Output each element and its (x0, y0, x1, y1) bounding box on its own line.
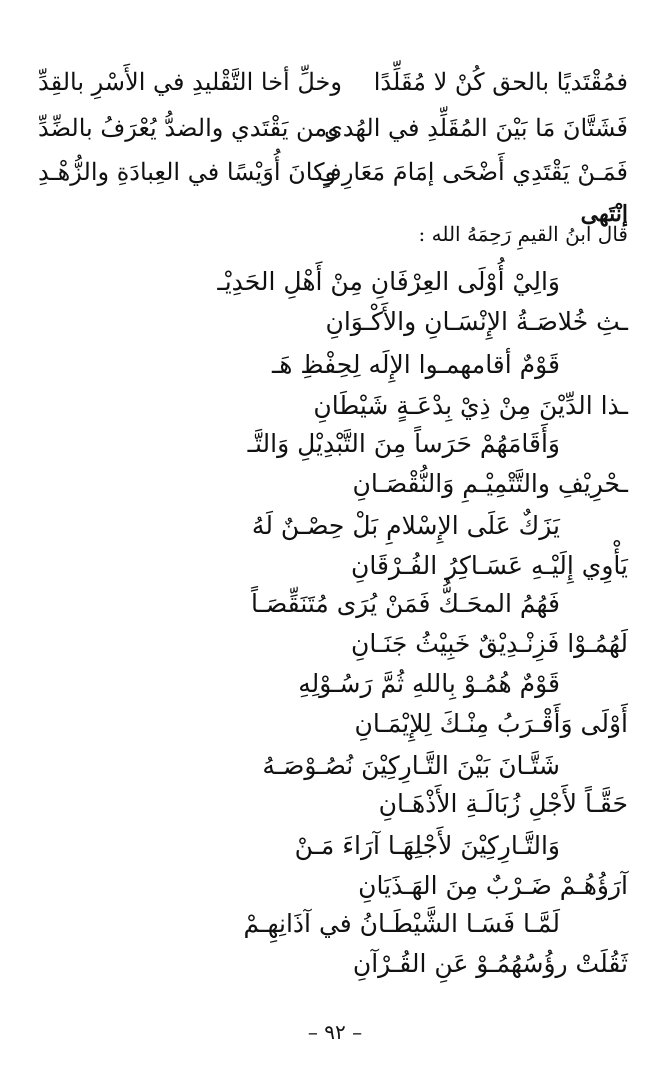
poem-line-16: آرَؤُهُـمْ ضَـرْبٌ مِنَ الهَـذَيَانِ (358, 871, 628, 900)
poem-line-3: قَوْمٌ أقامهمـوا الإِلَه لِحِفْظِ هَـ (271, 350, 560, 379)
couplet-1-first-hemistich: فمُقْتَديًا بالحق كُنْ لا مُقَلِّدًا (373, 68, 628, 96)
poem-line-11: قَوْمٌ هُمُـوْ بِاللهِ ثُمَّ رَسُـوْلِهِ (298, 669, 560, 698)
poem-line-2: ـثِ خُلاصَـةُ الإِنْسَـانِ والأَكْـوَانِ (325, 307, 628, 336)
poem-line-12: أَوْلَى وَأَقْـرَبُ مِنْـكَ لِلإِيْمَـانِ (354, 709, 628, 738)
poem-line-8: يَأْوِي إِلَيْـهِ عَسَـاكِرُ الفُـرْقَانِ (350, 551, 628, 580)
poem-line-9: فَهُمُ المحَـكُّ فَمَنْ يُرَى مُتَنَقِّصَـاً (251, 589, 560, 618)
poem-line-1: وَالِيْ أُوْلَى العِرْفَانِ مِنْ أَهْلِ الحَدِيْـ (217, 267, 560, 296)
poem-line-15: وَالتَّـارِكِيْنَ لأَجْلِهَـا آرَاءَ مَـنْ (294, 831, 560, 860)
poem-line-10: لَهُمُـوْا فَزِنْـدِيْقٌ خَبِيْثُ جَنَـانِ (351, 629, 628, 658)
poem-line-7: يَزَكٌ عَلَى الإِسْلامِ بَلْ حِصْـنٌ لَهُ (251, 511, 560, 540)
poem-line-13: شَتَّـانَ بَيْنَ التَّـارِكِيْنَ نُصُـوْصَـهُ (262, 751, 560, 780)
intro-line: قال ابنُ القيمِ رَحِمَهُ الله : (418, 222, 628, 246)
poem-line-18: ثَقُلَتْ رؤُسُهُمُـوْ عَنِ القُـرْآنِ (352, 949, 628, 978)
couplet-3 (38, 152, 628, 192)
poem-line-14: حَقَّـاً لأَجْلِ زُبَالَـةِ الأَذْهَـانِ (378, 789, 628, 818)
poem-line-5: وَأَقَامَهُمْ حَرَساً مِنَ التَّبْدِيْلِ وَالتَّـ (247, 429, 560, 458)
page-number: – ٩٢ – (307, 1020, 363, 1044)
poem-line-4: ـذا الدِّيْنَ مِنْ ذِيْ بِدْعَـةٍ شَيْطَانِ (313, 391, 628, 420)
couplet-3-first-hemistich: فَمَـنْ يَقْتَدِي أَضْحَى إمَامَ مَعَارِفٍ (316, 158, 628, 186)
couplet-2-second-hemistich: ومن يَقْتَدي والضدُّ يُعْرَفُ بالضِّدِّ (38, 114, 339, 142)
couplet-1 (38, 62, 628, 102)
end-note: إنْتَهى (580, 201, 628, 227)
poem-line-6: ـحْرِيْفِ والتَّتْمِيْـمِ وَالنُّقْصَـانِ (352, 469, 628, 498)
couplet-3-second-hemistich: وكانَ أُوَيْسًا في العِبادَةِ والزُّهْـدِ (38, 158, 337, 186)
poem-line-17: لَمَّـا فَسَـا الشَّيْطَـانُ في آذَانِهِـمْ (243, 909, 560, 938)
couplet-2 (38, 108, 628, 148)
couplet-1-second-hemistich: وخلِّ أخا التَّقْليدِ في الأَسْرِ بالقِدِّ (38, 68, 342, 96)
couplet-2-first-hemistich: فَشَتَّانَ مَا بَيْنَ المُقَلِّدِ في الهُدى (323, 114, 628, 142)
